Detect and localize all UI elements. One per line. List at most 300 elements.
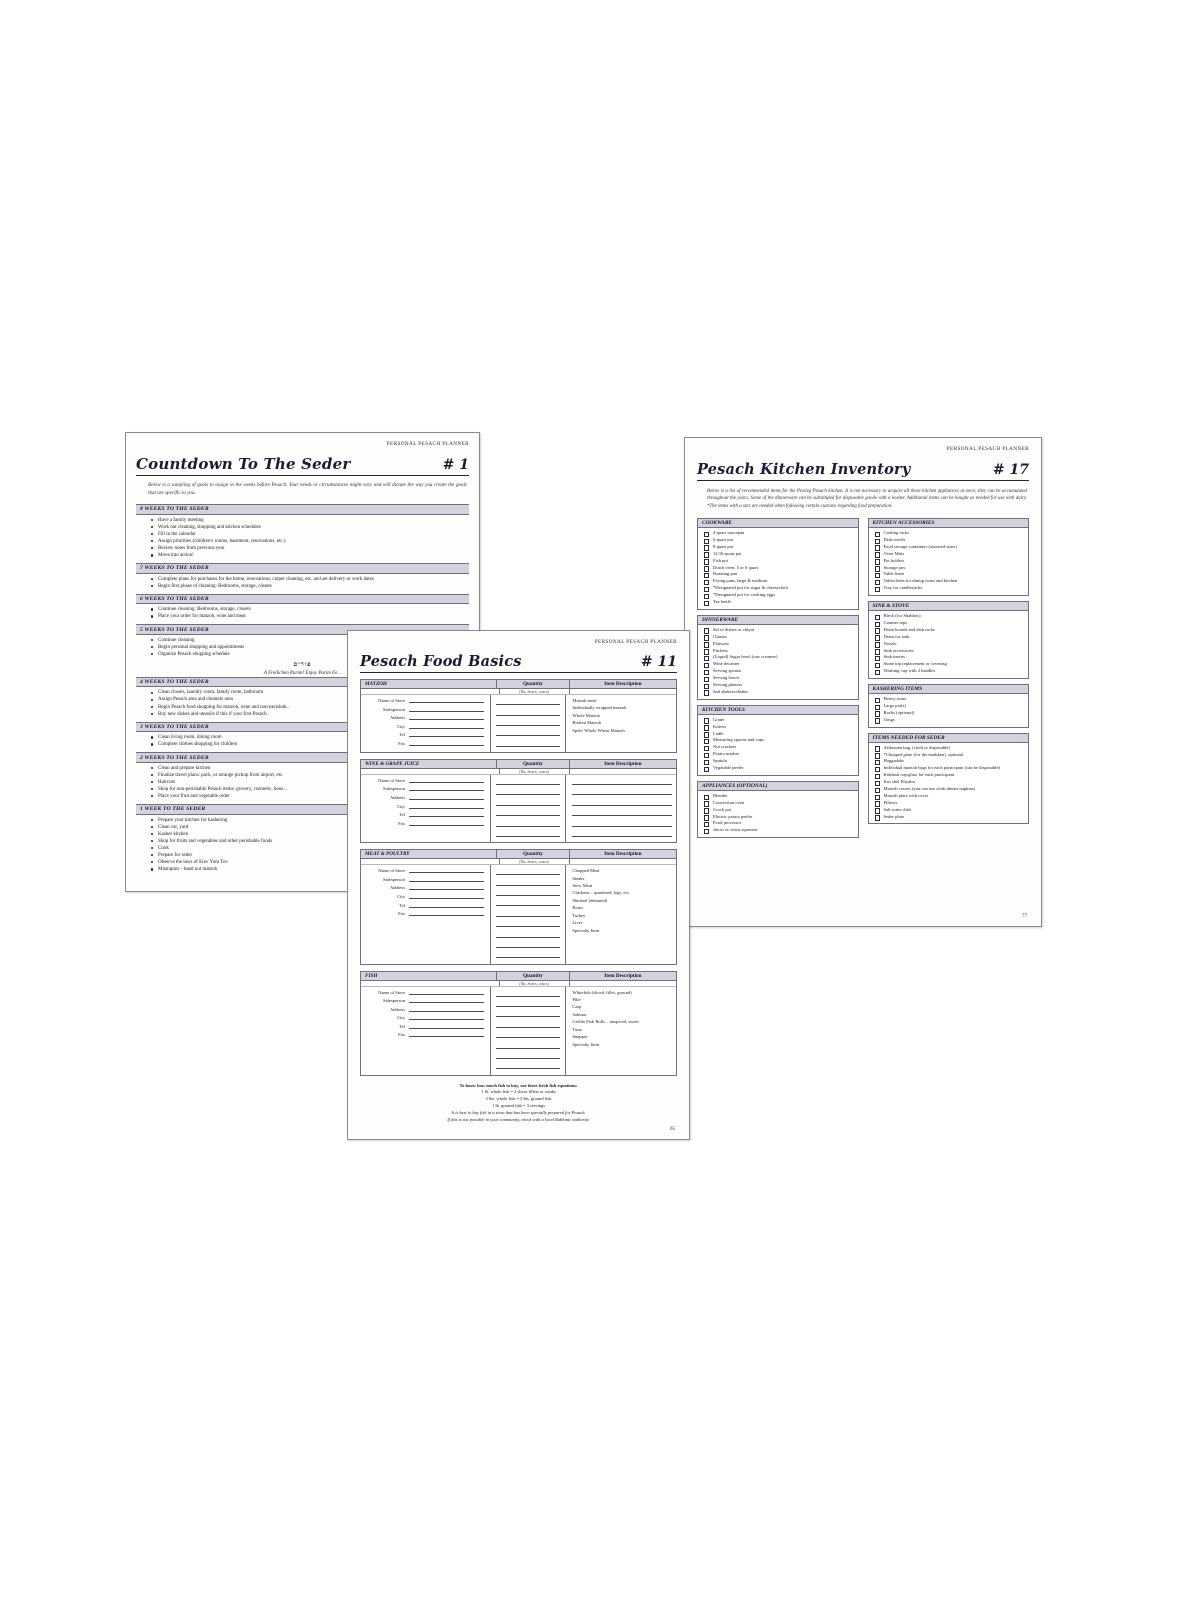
section-band: 5 WEEKS TO THE SEDER: [136, 624, 469, 634]
checklist-item[interactable]: Electric potato peeler: [702, 814, 854, 821]
checklist-item[interactable]: Salt shakers/dishes: [702, 689, 854, 696]
field-label: Name of Store: [378, 777, 405, 783]
checklist-item[interactable]: 4-quart saucepan: [702, 530, 854, 537]
checklist-item[interactable]: Seder plate: [873, 814, 1025, 821]
list-item: Assign Pesach area and chometz area: [158, 696, 469, 703]
list-item: Review notes from previous year: [158, 545, 469, 552]
quantity-column: [490, 695, 565, 752]
description-item: Salmon: [572, 1011, 587, 1017]
checklist-item[interactable]: 12/16-quart pot: [702, 551, 854, 558]
table-body: [361, 695, 676, 752]
column-header-description: Item Description: [569, 972, 676, 980]
description-item: Stew Meat: [572, 883, 593, 888]
quantity-line[interactable]: [496, 919, 560, 927]
write-in-line[interactable]: [409, 811, 484, 817]
quantity-line[interactable]: [496, 1040, 560, 1048]
field-city[interactable]: [361, 1014, 490, 1020]
list-item: Mistrapim – hand out matzoh: [158, 866, 469, 873]
checklist-item[interactable]: *Designated pot for sugar & cheesecloth: [702, 585, 854, 592]
field-address[interactable]: [361, 1006, 490, 1012]
write-in-line[interactable]: [409, 867, 484, 873]
write-in-line[interactable]: [409, 902, 484, 908]
checklist-item[interactable]: Crock pot: [702, 807, 854, 814]
description-item: Chickens – quartered, legs, etc.: [572, 890, 630, 896]
field-label: Fax: [398, 1032, 405, 1038]
checklist-item[interactable]: Individual matzoh bags for each participant (can be disposable): [873, 765, 1025, 772]
list-item: Begin personal shopping and appointments: [158, 644, 469, 651]
page-number-label: # 17: [992, 462, 1029, 478]
description-item: Snapper: [572, 1034, 588, 1040]
checklist-item[interactable]: Pillows: [873, 800, 1025, 807]
description-item: Steaks: [572, 875, 585, 881]
quantity-unit-note: (lbs, boxes, cases): [499, 859, 569, 864]
quantity-line[interactable]: [496, 707, 560, 715]
description-item: Individually wrapped matzoh: [572, 705, 627, 711]
inventory-group: [697, 781, 859, 838]
page-pesach-kitchen-inventory: [684, 437, 1042, 927]
checklist-item[interactable]: Blech (for Shabbos): [873, 613, 1025, 620]
write-in-line[interactable]: [409, 777, 484, 783]
note-line: 3 lbs. whole fish = 3 lbs. ground fish: [485, 1096, 552, 1102]
group-heading: KITCHEN ACCESSORIES: [869, 519, 1029, 528]
write-in-line[interactable]: [409, 893, 484, 899]
page-folio: 77: [1022, 914, 1027, 919]
description-item: Gefilte Fish Rolls – unspiced, sweet: [572, 1019, 639, 1025]
section-band: 6 WEEKS TO THE SEDER: [136, 594, 469, 604]
description-item: Liver: [572, 920, 583, 926]
checklist-item[interactable]: Matzoh plate with cover: [873, 793, 1025, 800]
section-band: 4 WEEKS TO THE SEDER: [136, 677, 469, 687]
quantity-line[interactable]: [496, 1030, 560, 1038]
field-label: Address: [389, 795, 405, 801]
quantity-line[interactable]: [496, 867, 560, 875]
checklist-item[interactable]: Drain boards and dish racks: [873, 627, 1025, 634]
quantity-column: [490, 775, 565, 842]
page-title: Pesach Kitchen Inventory: [697, 461, 911, 478]
write-in-line[interactable]: [409, 876, 484, 882]
quantity-unit-note: (lbs, boxes, cases): [499, 689, 569, 694]
description-item: Matzoh meal: [572, 698, 597, 703]
field-address[interactable]: [361, 884, 490, 890]
checklist-item[interactable]: Food processor: [702, 820, 854, 827]
inventory-group: [868, 684, 1030, 728]
checklist-item[interactable]: Large pot(s): [873, 703, 1025, 710]
list-item: Assign priorities (children's rooms, basement, renovations, etc.): [158, 538, 469, 545]
checklist-item[interactable]: Tea kettle: [702, 599, 854, 606]
checklist-item[interactable]: Sink accessories: [873, 648, 1025, 655]
column-header-description: Item Description: [569, 850, 676, 858]
checklist-item[interactable]: Flatware: [702, 641, 854, 648]
spacer: [569, 859, 676, 864]
checklist-item[interactable]: *Chopped plate (for the maikken), optional: [873, 752, 1025, 759]
write-in-line[interactable]: [409, 1006, 484, 1012]
checklist: [869, 694, 1029, 727]
field-label: Salesperson: [383, 998, 405, 1004]
quantity-line[interactable]: [496, 1051, 560, 1059]
quantity-line[interactable]: [496, 728, 560, 736]
write-in-line[interactable]: [409, 820, 484, 826]
spacer: [569, 981, 676, 986]
field-city[interactable]: [361, 893, 490, 899]
description-item: Broken Matzoh: [572, 720, 602, 726]
checklist-item[interactable]: 6-quart pot: [702, 537, 854, 544]
quantity-line[interactable]: [496, 999, 560, 1007]
food-section-meat-poultry: [360, 849, 677, 964]
running-head: PERSONAL PESACH PLANNER: [594, 639, 677, 645]
checklist-item[interactable]: Salt water dish: [873, 807, 1025, 814]
group-heading: KITCHEN TOOLS: [698, 706, 858, 715]
quantity-line[interactable]: [496, 1020, 560, 1028]
checklist-item[interactable]: Kos shel Eliyahu: [873, 779, 1025, 786]
checklist-item[interactable]: Rocks (optional): [873, 710, 1025, 717]
checklist-item[interactable]: Tongs: [873, 717, 1025, 724]
checklist-item[interactable]: Wine decanter: [702, 661, 854, 668]
list-item: Clean closets, laundry room, family room, bathroom: [158, 689, 469, 696]
field-label: Address: [389, 715, 405, 721]
table-header-row: [361, 972, 676, 981]
field-address[interactable]: [361, 794, 490, 800]
field-label: Name of Store: [378, 698, 405, 703]
field-label: Fax: [398, 740, 405, 746]
quantity-line[interactable]: [496, 718, 560, 726]
field-name-of-store[interactable]: [361, 697, 490, 703]
checklist-item[interactable]: Dish towels: [873, 537, 1025, 544]
checklist-item[interactable]: Frying pans, large & medium: [702, 578, 854, 585]
write-in-line[interactable]: [409, 910, 484, 916]
vendor-fields: [361, 865, 490, 963]
write-in-line[interactable]: [409, 1031, 484, 1037]
field-name-of-store[interactable]: [361, 867, 490, 873]
list-item: Complete plans for purchases for the home, renovations, carpet cleaning, etc. and set delivery or work dates: [158, 576, 469, 583]
checklist: [698, 528, 858, 609]
intro-text: Below is a sampling of goals to assign in the weeks before Pesach. Your needs or circumstances might vary and will dictate the way you create the goals that are specific to you.: [148, 482, 467, 496]
inventory-right-column: [868, 518, 1030, 843]
description-column: [565, 865, 676, 963]
section-band: 2 WEEKS TO THE SEDER: [136, 752, 469, 762]
checklist-item[interactable]: Spatula: [702, 758, 854, 765]
field-label: Salesperson: [383, 706, 405, 712]
checklist-item[interactable]: Glasses: [702, 634, 854, 641]
quantity-unit-note: (lbs, boxes, cases): [499, 981, 569, 986]
title-row: [697, 461, 1029, 481]
checklist-item[interactable]: Haggadahs: [873, 758, 1025, 765]
checklist-item[interactable]: Matzoh covers (you can use cloth dinner napkins): [873, 786, 1025, 793]
section-band: 8 WEEKS TO THE SEDER: [136, 504, 469, 514]
field-label: Salesperson: [383, 876, 405, 882]
field-city[interactable]: [361, 723, 490, 729]
checklist-item[interactable]: Pitchers: [702, 648, 854, 655]
checklist: [698, 791, 858, 837]
list-item: Clean living room, dining room: [158, 734, 469, 741]
field-label: Address: [389, 1006, 405, 1012]
field-city[interactable]: [361, 803, 490, 809]
description-write-in-line[interactable]: [572, 787, 672, 795]
table-body: [361, 865, 676, 963]
description-item: Pike: [572, 996, 581, 1002]
page-title: Pesach Food Basics: [360, 653, 522, 670]
group-heading: COOKWARE: [698, 519, 858, 528]
list-item: Place your order for matzoh, wine and meat: [158, 613, 469, 620]
field-label: City: [397, 1015, 405, 1021]
checklist-item[interactable]: Washing cup with 2 handles: [873, 668, 1025, 675]
column-header-description: Item Description: [569, 680, 676, 688]
running-head: PERSONAL PESACH PLANNER: [386, 441, 469, 447]
group-heading: SINK & STOVE: [869, 602, 1029, 611]
section-band: 3 WEEKS TO THE SEDER: [136, 722, 469, 732]
group-heading: APPLIANCES (OPTIONAL): [698, 782, 858, 791]
checklist-item[interactable]: Ladle: [702, 731, 854, 738]
quantity-line[interactable]: [496, 739, 560, 747]
field-salesperson[interactable]: [361, 997, 490, 1003]
quantity-line[interactable]: [496, 777, 560, 785]
field-label: Fax: [398, 820, 405, 826]
checklist-item[interactable]: Heavy stone: [873, 696, 1025, 703]
checklist-item[interactable]: Serving bowls: [702, 675, 854, 682]
field-tel[interactable]: [361, 811, 490, 817]
checklist-item[interactable]: Vegetable peeler: [702, 765, 854, 772]
quantity-line[interactable]: [496, 888, 560, 896]
column-header-quantity: Quantity: [496, 760, 569, 768]
description-column: [565, 695, 676, 752]
description-write-in-line[interactable]: [572, 818, 672, 826]
checklist-item[interactable]: Juicer or citrus squeezer: [702, 827, 854, 834]
field-label: City: [397, 803, 405, 809]
list-item: Prepare for seder: [158, 852, 469, 859]
intro-text: Below is a list of recommended items for the Pesileg Pesach kitchen. It is not necessary to acquire all these kitchen appliances at once; they can be accumulated throughout the years. Some of the dinnerware can be substituted for disposable goods with a kosher. Additional items can be bought as needed for use with dairy. *The items with a star are needed when following certain customs regarding food preparation.: [707, 489, 1027, 509]
field-tel[interactable]: [361, 902, 490, 908]
checklist-item[interactable]: Grater: [702, 717, 854, 724]
table-header-row: [361, 850, 676, 859]
write-in-line[interactable]: [409, 1023, 484, 1029]
checklist-item[interactable]: Tablecloths for dining room and kitchen: [873, 578, 1025, 585]
field-address[interactable]: [361, 714, 490, 720]
checklist-item[interactable]: Sink inserts: [873, 654, 1025, 661]
write-in-line[interactable]: [409, 714, 484, 720]
field-label: City: [397, 893, 405, 899]
spacer: [569, 689, 676, 694]
inventory-group: [697, 518, 859, 610]
checklist-item[interactable]: 8-quart pot: [702, 544, 854, 551]
table-header-row: [361, 760, 676, 769]
checklist-item[interactable]: Tray for candlesticks: [873, 585, 1025, 592]
list-item: Shop for non-perishable Pesach items: grocery, cosmetic, hous...: [158, 786, 469, 793]
description-write-in-line[interactable]: [572, 829, 672, 837]
write-in-line[interactable]: [409, 997, 484, 1003]
field-fax[interactable]: [361, 820, 490, 826]
inventory-left-column: [697, 518, 859, 843]
quantity-line[interactable]: [496, 898, 560, 906]
field-tel[interactable]: [361, 1023, 490, 1029]
quantity-line[interactable]: [496, 697, 560, 705]
quantity-line[interactable]: [496, 878, 560, 886]
group-heading: ITEMS NEEDED FOR SEDER: [869, 734, 1029, 743]
list-item: Cook: [158, 845, 469, 852]
quantity-line[interactable]: [496, 829, 560, 837]
quantity-line[interactable]: [496, 787, 560, 795]
page-pesach-food-basics: [347, 630, 690, 1140]
hebrew-word: פורים: [293, 662, 312, 668]
write-in-line[interactable]: [409, 740, 484, 746]
note-italic-line: If this is not possible in your community, check with a local Rabbinic authority.: [447, 1117, 590, 1123]
food-section-wine: [360, 759, 677, 843]
field-salesperson[interactable]: [361, 876, 490, 882]
list-item: Begin first phase of cleaning: Bedrooms, storage, closets: [158, 583, 469, 590]
checklist-item[interactable]: Knives: [702, 724, 854, 731]
field-fax[interactable]: [361, 740, 490, 746]
list-item: Kasher kitchen: [158, 831, 469, 838]
food-section-matzoh: [360, 679, 677, 753]
checklist-item[interactable]: Nozzle: [873, 641, 1025, 648]
quantity-line[interactable]: [496, 929, 560, 937]
description-write-in-line[interactable]: [572, 777, 672, 785]
inventory-group: [868, 601, 1030, 679]
checklist-item[interactable]: Stone top replacement or covering: [873, 661, 1025, 668]
description-write-in-line[interactable]: [572, 798, 672, 806]
field-salesperson[interactable]: [361, 785, 490, 791]
hebrew-note: A Freilichen Purim! Enjoy Purim Fe...: [263, 671, 342, 676]
field-salesperson[interactable]: [361, 706, 490, 712]
section-heading: FISH: [365, 972, 378, 979]
field-fax[interactable]: [361, 1031, 490, 1037]
spacer: [361, 859, 499, 864]
list-item: Fill in the calendar: [158, 531, 469, 538]
write-in-line[interactable]: [409, 731, 484, 737]
quantity-line[interactable]: [496, 989, 560, 997]
field-label: Tel: [399, 902, 405, 908]
quantity-line[interactable]: [496, 950, 560, 958]
checklist-item[interactable]: Serving platters: [702, 682, 854, 689]
description-item: Specialty Item: [572, 1041, 600, 1047]
list-item: Organize Pesach shopping schedule: [158, 651, 469, 658]
checklist-item[interactable]: Storage jars: [873, 565, 1025, 572]
section-heading: MEAT & POULTRY: [365, 851, 410, 858]
checklist-item[interactable]: Measuring spoons and cups: [702, 737, 854, 744]
page-title: Countdown To The Seder: [136, 455, 351, 473]
column-header-quantity: Quantity: [496, 972, 569, 980]
write-in-line[interactable]: [409, 723, 484, 729]
description-item: Specialty Item: [572, 927, 600, 933]
checklist-item[interactable]: *Designated pot for cooking eggs: [702, 592, 854, 599]
checklist-item[interactable]: (Liquid) Sugar bowl (raw creamer): [702, 654, 854, 661]
list-item: Continue cleaning: Bedrooms, storage, closets: [158, 606, 469, 613]
list-item: Prepare your kitchen for kashering: [158, 817, 469, 824]
checklist-item[interactable]: Food storage containers (assorted sizes): [873, 544, 1025, 551]
field-label: Tel: [399, 812, 405, 818]
quantity-column: [490, 987, 565, 1075]
checklist-item[interactable]: Dutch oven, 5 or 6 quart: [702, 565, 854, 572]
checklist-item[interactable]: Fish pot: [702, 558, 854, 565]
checklist-item[interactable]: Cooling racks: [873, 530, 1025, 537]
write-in-line[interactable]: [409, 989, 484, 995]
quantity-line[interactable]: [496, 808, 560, 816]
list-item: Observe the laws of Erev Yom Tov: [158, 859, 469, 866]
field-label: Name of Store: [378, 989, 405, 995]
checklist-item[interactable]: Nut crackers: [702, 744, 854, 751]
description-column: [565, 775, 676, 842]
quantity-line[interactable]: [496, 940, 560, 948]
field-label: Address: [389, 885, 405, 891]
column-header-description: Item Description: [569, 760, 676, 768]
quantity-line[interactable]: [496, 798, 560, 806]
write-in-line[interactable]: [409, 794, 484, 800]
field-tel[interactable]: [361, 731, 490, 737]
list-item: Haircuts: [158, 779, 469, 786]
column-header-quantity: Quantity: [496, 850, 569, 858]
write-in-line[interactable]: [409, 803, 484, 809]
checklist-item[interactable]: Table linen: [873, 571, 1025, 578]
checklist-item[interactable]: Potato masher: [702, 751, 854, 758]
section-list: [136, 606, 469, 620]
page-folio: 65: [670, 1127, 675, 1132]
write-in-line[interactable]: [409, 785, 484, 791]
section-band: 1 WEEK TO THE SEDER: [136, 804, 469, 814]
checklist-item[interactable]: Afikomen bag, (cloth or disposable): [873, 745, 1025, 752]
checklist-item[interactable]: Oven Mitts: [873, 551, 1025, 558]
list-item: Continue cleaning: [158, 637, 469, 644]
list-item: Shop for fruits and vegetables and other perishable foods: [158, 838, 469, 845]
field-name-of-store[interactable]: [361, 777, 490, 783]
inventory-group: [868, 733, 1030, 825]
checklist-item[interactable]: Set of dishes or chiyut: [702, 627, 854, 634]
field-fax[interactable]: [361, 910, 490, 916]
description-item: Roast: [572, 905, 583, 911]
checklist-item[interactable]: Kiddush cup/glass for each participant: [873, 772, 1025, 779]
checklist-item[interactable]: Convection oven: [702, 800, 854, 807]
section-list: [136, 576, 469, 590]
vendor-fields: [361, 695, 490, 752]
checklist-item[interactable]: Drain for sink: [873, 634, 1025, 641]
quantity-column: [490, 865, 565, 963]
inventory-group: [868, 518, 1030, 596]
page-number-label: # 11: [640, 654, 677, 670]
checklist-item[interactable]: Roasting pan: [702, 571, 854, 578]
checklist: [869, 528, 1029, 595]
field-name-of-store[interactable]: [361, 989, 490, 995]
spacer: [569, 769, 676, 774]
group-heading: KASHERING ITEMS: [869, 685, 1029, 694]
list-item: Buy new dishes and utensils if this if your first Pesach .: [158, 711, 469, 718]
checklist-item[interactable]: Counter tops: [873, 620, 1025, 627]
checklist-item[interactable]: Pot holders: [873, 558, 1025, 565]
note-line: 1 lb. whole fish = 2 slices fillets or steaks: [481, 1089, 556, 1095]
quantity-line[interactable]: [496, 1009, 560, 1017]
checklist-item[interactable]: Serving spoons: [702, 668, 854, 675]
write-in-line[interactable]: [409, 706, 484, 712]
description-column: [565, 987, 676, 1075]
write-in-line[interactable]: [409, 1014, 484, 1020]
inventory-columns: [697, 518, 1029, 843]
section-heading: WINE & GRAPE JUICE: [365, 760, 420, 767]
group-heading: DINNERWARE: [698, 616, 858, 625]
write-in-line[interactable]: [409, 697, 484, 703]
section-list: [136, 517, 469, 560]
checklist: [869, 743, 1029, 824]
quantity-line[interactable]: [496, 818, 560, 826]
write-in-line[interactable]: [409, 884, 484, 890]
table-body: [361, 987, 676, 1075]
running-head: PERSONAL PESACH PLANNER: [946, 446, 1029, 452]
description-item: Chopped Meat: [572, 868, 600, 874]
note-line: 1 lb. ground fish = 3 servings: [492, 1103, 545, 1109]
checklist-item[interactable]: Blender: [702, 793, 854, 800]
quantity-line[interactable]: [496, 909, 560, 917]
field-label: Tel: [399, 732, 405, 738]
field-label: Name of Store: [378, 868, 405, 874]
list-item: Work out cleaning, shopping and kitchen schedules: [158, 524, 469, 531]
field-label: Fax: [398, 911, 405, 917]
description-write-in-line[interactable]: [572, 808, 672, 816]
quantity-line[interactable]: [496, 1061, 560, 1069]
